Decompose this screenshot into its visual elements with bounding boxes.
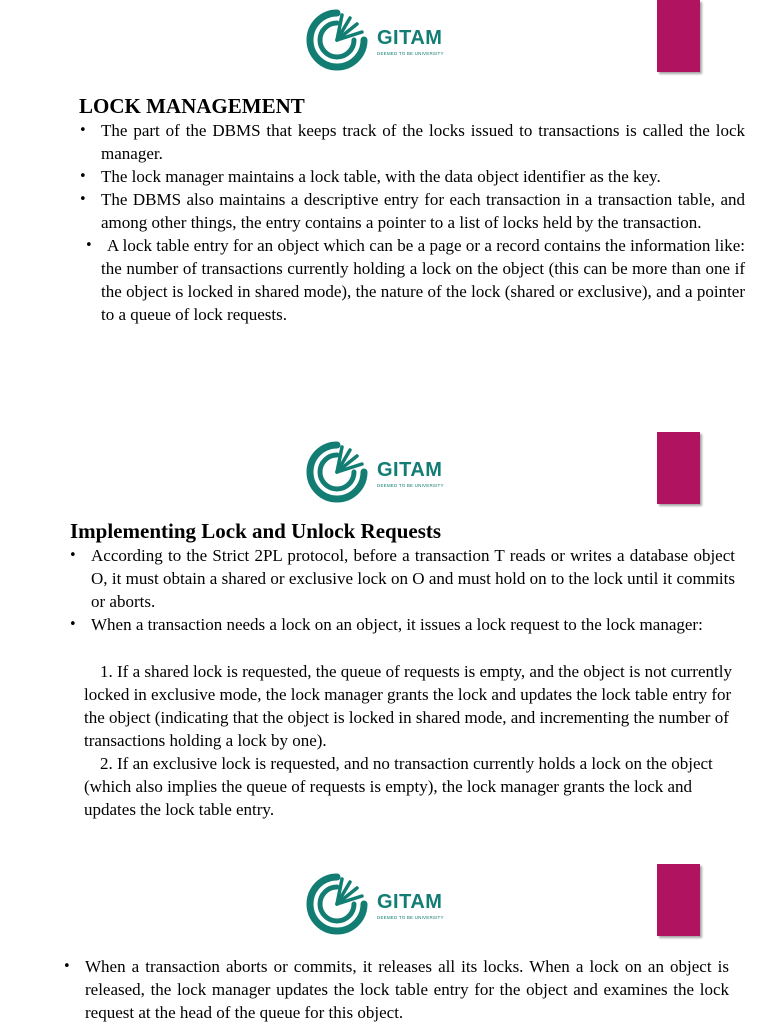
slide-lock-management: [0, 0, 768, 420]
accent-block: [657, 0, 700, 72]
slide-lock-requests: [0, 432, 768, 852]
brand-tagline: DEEMED TO BE UNIVERSITY: [377, 51, 444, 56]
bullet-list: [79, 119, 745, 326]
accent-block: [657, 432, 700, 504]
bullet-item: • When a transaction needs a lock on an object, it issues a lock request to the lock manager:: [69, 613, 735, 636]
step-item: 1. If a shared lock is requested, the queue of requests is empty, and the object is not currently locked in exclusive mode, the lock manager grants the lock and updates the lock table entry for the object (indicating that the object is locked in shared mode, and incrementing the number of transactions holding a lock by one).: [84, 662, 732, 750]
bullet-list: [69, 544, 735, 636]
step-list: [84, 660, 744, 821]
brand-tagline: DEEMED TO BE UNIVERSITY: [377, 483, 444, 488]
step-item: 2. If an exclusive lock is requested, and no transaction currently holds a lock on the object (which also implies the queue of requests is empty), the lock manager grants the lock and updates the lock table entry.: [84, 754, 713, 819]
brand-name: GITAM: [377, 459, 443, 481]
accent-block: [657, 864, 700, 936]
bullet-item: • The DBMS also maintains a descriptive entry for each transaction in a transaction table, and among other things, the entry contains a pointer to a list of locks held by the transaction.: [79, 188, 745, 234]
bullet-item: • According to the Strict 2PL protocol, before a transaction T reads or writes a database object O, it must obtain a shared or exclusive lock on O and must hold on to the lock until it commits or aborts.: [69, 544, 735, 613]
gitam-logo: [306, 441, 456, 505]
gitam-emblem-icon: [306, 441, 368, 503]
brand-name: GITAM: [377, 27, 443, 49]
gitam-emblem-icon: [306, 873, 368, 935]
bullet-item: • A lock table entry for an object which can be a page or a record contains the information like: the number of transactions currently holding a lock on the object (this can be more than one if the object is locked in shared mode), the nature of the lock (shared or exclusive), and a pointer to a queue of lock requests.: [79, 234, 745, 326]
slide-title: LOCK MANAGEMENT: [79, 94, 305, 118]
bullet-item: • When a transaction aborts or commits, it releases all its locks. When a lock on an object is released, the lock manager updates the lock table entry for the object and examines the lock request at the head of the queue for this object.: [63, 955, 729, 1024]
slide-title: Implementing Lock and Unlock Requests: [70, 519, 442, 543]
brand-tagline: DEEMED TO BE UNIVERSITY: [377, 915, 444, 920]
slide-lock-release: [0, 864, 768, 1024]
bullet-item: • The lock manager maintains a lock table, with the data object identifier as the key.: [79, 165, 745, 188]
bullet-list: [63, 955, 729, 1024]
gitam-logo: [306, 873, 456, 937]
brand-name: GITAM: [377, 891, 443, 913]
gitam-emblem-icon: [306, 9, 368, 71]
bullet-item: • The part of the DBMS that keeps track of the locks issued to transactions is called the lock manager.: [79, 119, 745, 165]
gitam-logo: [306, 9, 456, 73]
